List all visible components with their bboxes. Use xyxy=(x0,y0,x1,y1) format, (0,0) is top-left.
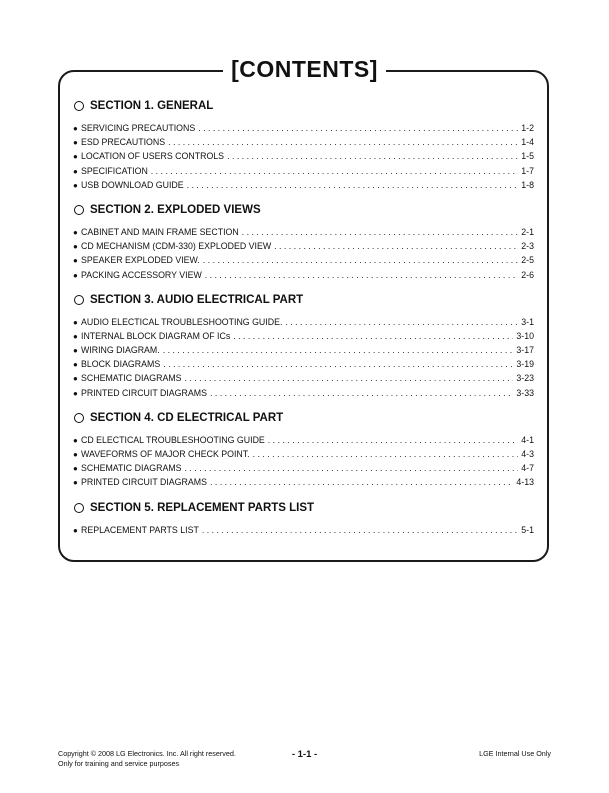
toc-entry[interactable] xyxy=(73,461,534,475)
toc-entry[interactable] xyxy=(73,135,534,149)
entry-page: 1-4 xyxy=(521,137,534,148)
toc-entry[interactable] xyxy=(73,164,534,178)
dot-leader xyxy=(187,178,519,192)
section-title: SECTION 4. CD ELECTRICAL PART xyxy=(90,411,284,424)
section-title: SECTION 1. GENERAL xyxy=(90,100,214,112)
section-heading xyxy=(73,96,534,116)
entry-page: 5-1 xyxy=(521,524,534,535)
toc-entry[interactable] xyxy=(73,329,534,343)
circle-bullet-icon xyxy=(74,413,84,423)
dot-leader xyxy=(274,239,518,253)
bullet-icon: ● xyxy=(73,374,78,384)
section-heading xyxy=(73,200,534,220)
circle-bullet-icon xyxy=(74,101,84,111)
bullet-icon: ● xyxy=(73,138,78,148)
toc-entry[interactable] xyxy=(73,239,534,253)
section-5 xyxy=(73,498,534,537)
section-4 xyxy=(73,408,534,490)
title-bar xyxy=(0,52,609,86)
section-title: SECTION 2. EXPLODED VIEWS xyxy=(90,203,261,216)
entry-page: 4-1 xyxy=(521,434,534,445)
entry-label: LOCATION OF USERS CONTROLS xyxy=(81,151,225,162)
toc-entry[interactable] xyxy=(73,253,534,267)
entry-label: SCHEMATIC DIAGRAMS xyxy=(81,463,182,474)
dot-leader xyxy=(185,461,519,475)
bullet-icon: ● xyxy=(73,388,78,398)
section-heading xyxy=(73,498,534,518)
table-of-contents xyxy=(73,96,534,545)
bullet-icon: ● xyxy=(73,346,78,356)
bullet-icon: ● xyxy=(73,152,78,162)
section-heading xyxy=(73,408,534,428)
entry-label: WAVEFORMS OF MAJOR CHECK POINT. xyxy=(81,449,250,459)
dot-leader xyxy=(227,149,518,163)
toc-entry[interactable] xyxy=(73,386,534,400)
entry-page: 4-3 xyxy=(521,449,534,459)
toc-entry[interactable] xyxy=(73,121,534,135)
bullet-icon: ● xyxy=(73,242,78,252)
copyright-text: Copyright © 2008 LG Electronics. Inc. All right reserved. xyxy=(58,749,236,758)
bullet-icon: ● xyxy=(73,450,78,459)
dot-leader xyxy=(268,433,518,447)
page-title: [CONTENTS] xyxy=(223,52,386,86)
entry-label: CABINET AND MAIN FRAME SECTION xyxy=(81,226,239,237)
entry-page: 2-5 xyxy=(521,255,534,266)
training-notice: Only for training and service purposes xyxy=(58,759,180,768)
entry-label: REPLACEMENT PARTS LIST xyxy=(81,524,199,535)
internal-use-label: LGE Internal Use Only xyxy=(479,749,551,758)
bullet-icon: ● xyxy=(73,124,78,133)
entry-page: 3-1 xyxy=(521,316,534,327)
entry-label: PRINTED CIRCUIT DIAGRAMS xyxy=(81,477,207,488)
dot-leader xyxy=(168,135,518,149)
circle-bullet-icon xyxy=(74,503,84,513)
section-3 xyxy=(73,290,534,400)
bullet-icon: ● xyxy=(73,478,78,488)
bullet-icon: ● xyxy=(73,256,78,266)
dot-leader xyxy=(151,164,518,178)
entry-page: 1-2 xyxy=(521,123,534,133)
entry-label: CD MECHANISM (CDM-330) EXPLODED VIEW xyxy=(81,241,272,252)
entry-label: SCHEMATIC DIAGRAMS xyxy=(81,373,182,384)
dot-leader xyxy=(233,329,513,343)
bullet-icon: ● xyxy=(73,227,78,237)
section-1 xyxy=(73,96,534,192)
section-title: SECTION 5. REPLACEMENT PARTS LIST xyxy=(90,501,315,514)
entry-label: SPECIFICATION xyxy=(81,165,148,176)
dot-leader xyxy=(198,121,518,135)
entry-label: WIRING DIAGRAM. xyxy=(81,345,160,356)
toc-entry[interactable] xyxy=(73,343,534,357)
toc-entry[interactable] xyxy=(73,268,534,282)
entry-page: 3-23 xyxy=(516,373,534,384)
page-number: - 1-1 - xyxy=(291,749,318,760)
bullet-icon: ● xyxy=(73,360,78,370)
section-2 xyxy=(73,200,534,282)
entry-page: 4-13 xyxy=(516,477,534,488)
entry-label: CD ELECTICAL TROUBLESHOOTING GUIDE xyxy=(81,434,265,445)
dot-leader xyxy=(163,343,514,357)
toc-entry[interactable] xyxy=(73,225,534,239)
dot-leader xyxy=(205,268,519,282)
entry-label: BLOCK DIAGRAMS xyxy=(81,359,161,370)
bullet-icon: ● xyxy=(73,270,78,280)
bullet-icon: ● xyxy=(73,525,78,535)
entry-page: 4-7 xyxy=(521,463,534,474)
dot-leader xyxy=(210,386,513,400)
entry-label: PRINTED CIRCUIT DIAGRAMS xyxy=(81,387,207,398)
toc-entry[interactable] xyxy=(73,357,534,371)
toc-entry[interactable] xyxy=(73,447,534,461)
toc-entry[interactable] xyxy=(73,371,534,385)
bullet-icon: ● xyxy=(73,166,78,176)
entry-page: 1-8 xyxy=(521,179,534,190)
dot-leader xyxy=(203,253,518,267)
entry-label: PACKING ACCESSORY VIEW xyxy=(81,269,202,280)
dot-leader xyxy=(210,475,513,489)
dot-leader xyxy=(185,371,514,385)
toc-entry[interactable] xyxy=(73,475,534,489)
dot-leader xyxy=(202,523,518,537)
bullet-icon: ● xyxy=(73,464,78,474)
section-heading xyxy=(73,290,534,310)
dot-leader xyxy=(242,225,519,239)
entry-label: SPEAKER EXPLODED VIEW. xyxy=(81,255,200,266)
circle-bullet-icon xyxy=(74,205,84,215)
bullet-icon: ● xyxy=(73,317,78,327)
entry-label: SERVICING PRECAUTIONS xyxy=(81,123,196,133)
entry-page: 2-3 xyxy=(521,241,534,252)
entry-page: 3-19 xyxy=(516,359,534,370)
toc-entry[interactable] xyxy=(73,433,534,447)
entry-page: 1-5 xyxy=(521,151,534,162)
bullet-icon: ● xyxy=(73,180,78,190)
circle-bullet-icon xyxy=(74,295,84,305)
entry-label: USB DOWNLOAD GUIDE xyxy=(81,179,184,190)
toc-entry[interactable] xyxy=(73,523,534,537)
entry-page: 3-33 xyxy=(516,387,534,398)
entry-page: 2-1 xyxy=(521,226,534,237)
toc-entry[interactable] xyxy=(73,178,534,192)
entry-page: 2-6 xyxy=(521,269,534,280)
dot-leader xyxy=(163,357,513,371)
bullet-icon: ● xyxy=(73,435,78,445)
entry-label: ESD PRECAUTIONS xyxy=(81,137,166,148)
entry-label: AUDIO ELECTICAL TROUBLESHOOTING GUIDE. xyxy=(81,316,283,327)
bullet-icon: ● xyxy=(73,331,78,341)
toc-entry[interactable] xyxy=(73,149,534,163)
dot-leader xyxy=(253,447,519,461)
toc-entry[interactable] xyxy=(73,315,534,329)
dot-leader xyxy=(285,315,518,329)
entry-page: 3-10 xyxy=(516,330,534,341)
section-title: SECTION 3. AUDIO ELECTRICAL PART xyxy=(90,293,304,306)
entry-page: 1-7 xyxy=(521,165,534,176)
entry-label: INTERNAL BLOCK DIAGRAM OF ICs xyxy=(81,330,231,341)
entry-page: 3-17 xyxy=(516,345,534,356)
